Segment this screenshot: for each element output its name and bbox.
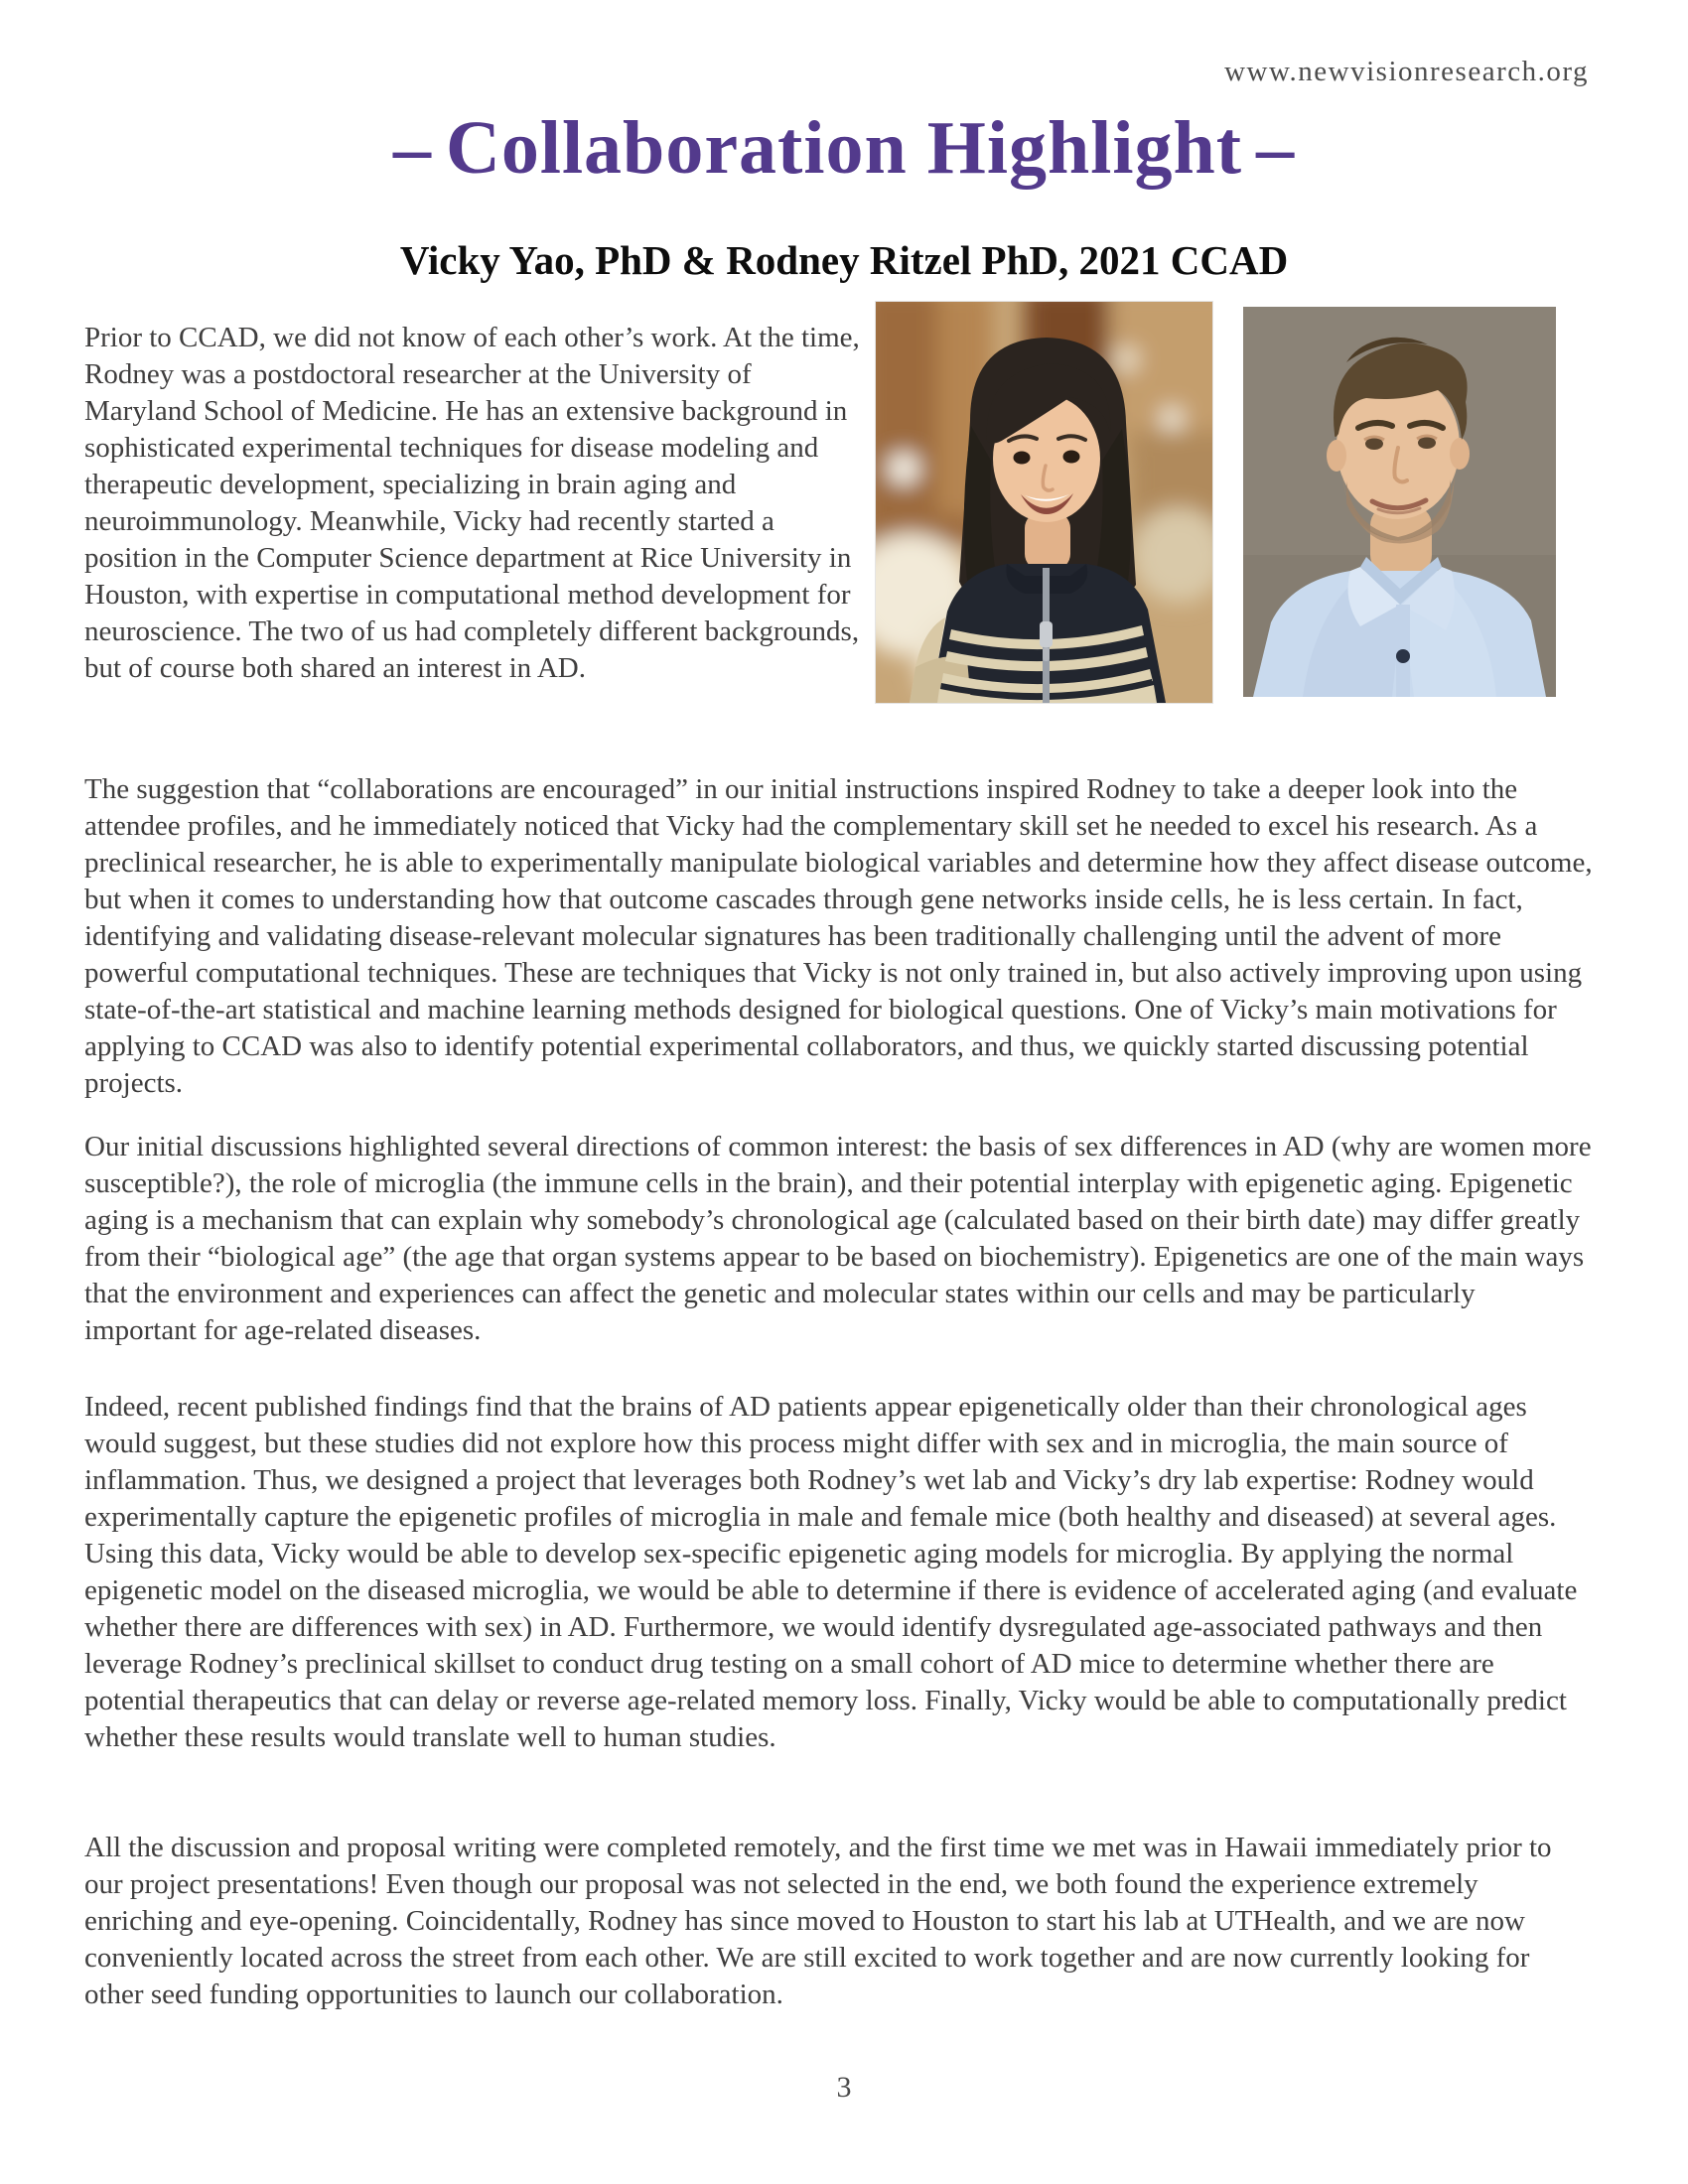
vicky-yao-portrait-illustration: [876, 302, 1212, 703]
page-title: [0, 107, 1688, 191]
title-text: Collaboration Highlight: [445, 106, 1243, 190]
body-paragraph-collaborations: The suggestion that “collaborations are encouraged” in our initial instructions inspired Rodney to take a deeper look into the attendee profiles, and he immediately noticed that Vicky had the complementary skill set he needed to excel his research. As a preclinical researcher, he is able to experimentally manipulate biological variables and determine how they affect disease outcome, but when it comes to understanding how that outcome cascades through gene networks inside cells, he is less certain. In fact, identifying and validating disease-relevant molecular signatures has been traditionally challenging until the advent of more powerful computational techniques. These are techniques that Vicky is not only trained in, but also actively improving upon using state-of-the-art statistical and machine learning methods designed for biological questions. One of Vicky’s main motivations for applying to CCAD was also to identify potential experimental collaborators, and thus, we quickly started discussing potential projects.: [84, 773, 1593, 1099]
intro-paragraph: Prior to CCAD, we did not know of each other’s work. At the time, Rodney was a postdoctoral researcher at the University of Maryland School of Medicine. He has an extensive background in sophisticated experimental techniques for disease modeling and therapeutic development, specializing in brain aging and neuroimmunology. Meanwhile, Vicky had recently started a position in the Computer Science department at Rice University in Houston, with expertise in computational method development for neuroscience. The two of us had completely different backgrounds, but of course both shared an interest in AD.: [84, 322, 860, 684]
body-paragraph-discussions: Our initial discussions highlighted several directions of common interest: the basis of sex differences in AD (why are women more susceptible?), the role of microglia (the immune cells in the brain), and their potential interplay with epigenetic aging. Epigenetic aging is a mechanism that can explain why somebody’s chronological age (calculated based on their birth date) may differ greatly from their “biological age” (the age that organ systems appear to be based on biochemistry). Epigenetics are one of the main ways that the environment and experiences can affect the genetic and molecular states within our cells and may be particularly important for age-related diseases.: [84, 1131, 1592, 1346]
site-url: www.newvisionresearch.org: [1224, 56, 1589, 87]
body-paragraph-findings: Indeed, recent published findings find that the brains of AD patients appear epigenetically older than their chronological ages would suggest, but these studies did not explore how this process might differ with sex and in microglia, the main source of inflammation. Thus, we designed a project that leverages both Rodney’s wet lab and Vicky’s dry lab expertise: Rodney would experimentally capture the epigenetic profiles of microglia in male and female mice (both healthy and diseased) at several ages. Using this data, Vicky would be able to develop sex-specific epigenetic aging models for microglia. By applying the normal epigenetic model on the diseased microglia, we would be able to determine if there is evidence of accelerated aging (and evaluate whether there are differences with sex) in AD. Furthermore, we would identify dysregulated age-associated pathways and then leverage Rodney’s preclinical skillset to conduct drug testing on a small cohort of AD mice to determine whether there are potential therapeutics that can delay or reverse age-related memory loss. Finally, Vicky would be able to computationally predict whether these results would translate well to human studies.: [84, 1391, 1578, 1753]
page-number: 3: [836, 2071, 852, 2104]
article-subtitle: Vicky Yao, PhD & Rodney Ritzel PhD, 2021 CCAD: [399, 237, 1289, 283]
body-paragraph-remote: All the discussion and proposal writing were completed remotely, and the first time we met was in Hawaii immediately prior to our project presentations! Even though our proposal was not selected in the end, we both found the experience extremely enriching and eye-opening. Coincidentally, Rodney has since moved to Houston to start his lab at UTHealth, and we are now conveniently located across the street from each other. We are still excited to work together and are now currently looking for other seed funding opportunities to launch our collaboration.: [84, 1832, 1552, 2010]
rodney-ritzel-portrait-illustration: [1243, 307, 1556, 697]
vicky-yao-photo: [875, 301, 1213, 704]
rodney-ritzel-photo: [1243, 307, 1556, 697]
title-left-dash: –: [392, 106, 432, 190]
title-right-dash: –: [1256, 106, 1296, 190]
